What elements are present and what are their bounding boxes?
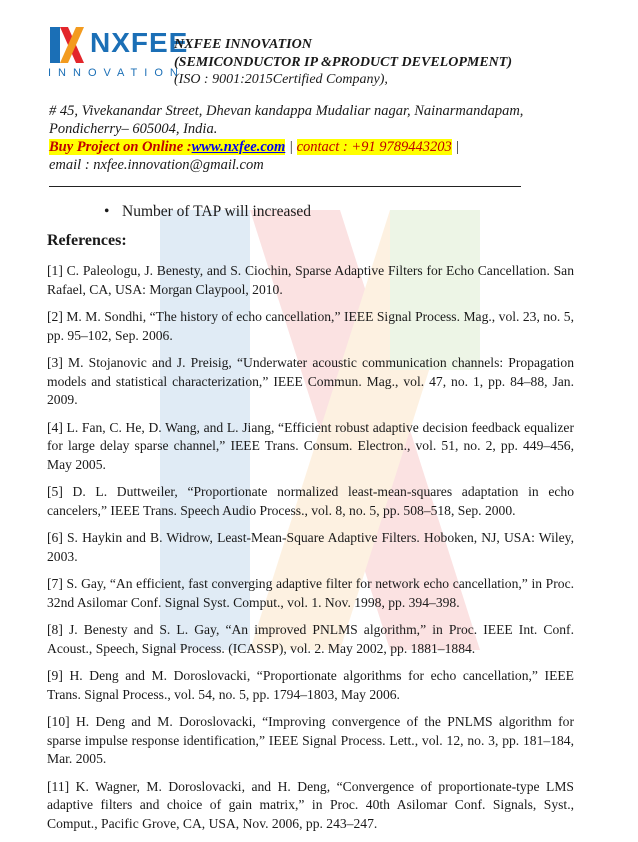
reference-item: [3] M. Stojanovic and J. Preisig, “Underwater acoustic communication channels: Propagation models and statistical characterization,” IEEE Commun. Mag., vol. 47, no. 1, pp. 84–88, Jan. 2009. [47, 355, 574, 407]
separator: | [285, 139, 297, 155]
buy-contact-line [49, 139, 459, 156]
reference-item: [10] H. Deng and M. Doroslovacki, “Improving convergence of the PNLMS algorithm for sparse impulse response identification,” IEEE Signal Process. Lett., vol. 12, no. 3, pp. 181–184, Mar. 2005. [47, 714, 574, 766]
reference-item: [4] L. Fan, C. He, D. Wang, and L. Jiang, “Efficient robust adaptive decision feedback equalizer for large delay sparse channel,” IEEE Trans. Consum. Electron., vol. 51, no. 2, pp. 449–456, May 2005. [47, 419, 574, 472]
header-divider [49, 186, 521, 187]
references-heading: References: [47, 232, 127, 249]
bullet-item [104, 203, 311, 221]
reference-item: [6] S. Haykin and B. Widrow, Least-Mean-Square Adaptive Filters. Hoboken, NJ, USA: Wiley, 2003. [47, 530, 574, 564]
references-list [47, 262, 574, 842]
buy-online [49, 139, 285, 155]
address-line-1: # 45, Vivekanandar Street, Dhevan kandappa Mudaliar nagar, Nainarmandapam, [49, 103, 524, 119]
email-line: email : nxfee.innovation@gmail.com [49, 157, 264, 173]
logo-mark-icon [48, 25, 90, 65]
reference-item: [11] K. Wagner, M. Doroslovacki, and H. Deng, “Convergence of proportionate-type LMS adaptive filters and choice of gain matrix,” in Proc. 40th Asilomar Conf. Signals, Syst., Comput., Pacific Grove, CA, USA, Nov. 2006, pp. 243–247. [47, 778, 574, 831]
reference-item: [1] C. Paleologu, J. Benesty, and S. Ciochin, Sparse Adaptive Filters for Echo Cancellation. San Rafael, CA, USA: Morgan Claypool, 2010. [47, 263, 574, 297]
bullet-text: Number of TAP will increased [122, 203, 312, 220]
company-iso: (ISO : 9001:2015Certified Company), [174, 72, 388, 87]
company-tagline: (SEMICONDUCTOR IP &PRODUCT DEVELOPMENT) [174, 55, 512, 70]
bullet-icon: • [104, 203, 110, 220]
separator: | [451, 139, 460, 155]
buy-prefix: Buy Project on Online : [49, 139, 192, 155]
reference-item: [7] S. Gay, “An efficient, fast converging adaptive filter for network echo cancellation,” in Proc. 32nd Asilomar Conf. Signal Syst. Comput., vol. 1. Nov. 1998, pp. 394–398. [47, 576, 574, 610]
address-line-2: Pondicherry– 605004, India. [49, 121, 218, 137]
logo-brand: NXFEE [90, 27, 189, 58]
reference-item: [8] J. Benesty and S. L. Gay, “An improved PNLMS algorithm,” in Proc. IEEE Int. Conf. Acoust., Speech, Signal Process. (ICASSP), vol. 2. May 2002, pp. 1881–1884. [47, 622, 574, 656]
logo-subtitle: INNOVATION [48, 67, 185, 79]
website-link[interactable]: www.nxfee.com [191, 139, 286, 155]
company-logo [48, 25, 189, 87]
contact-phone: contact : +91 9789443203 [296, 139, 452, 155]
company-name: NXFEE INNOVATION [174, 37, 312, 52]
reference-item: [2] M. M. Sondhi, “The history of echo cancellation,” IEEE Signal Process. Mag., vol. 23, no. 5, pp. 95–102, Sep. 2006. [47, 309, 574, 343]
reference-item: [9] H. Deng and M. Doroslovacki, “Proportionate algorithms for echo cancellation,” IEEE Trans. Signal Process., vol. 54, no. 5, pp. 1794–1803, May 2006. [47, 668, 574, 702]
reference-item: [5] D. L. Duttweiler, “Proportionate normalized least-mean-squares adaptation in echo cancelers,” IEEE Trans. Speech Audio Process., vol. 8, no. 5, pp. 508–518, Sep. 2000. [47, 484, 574, 518]
